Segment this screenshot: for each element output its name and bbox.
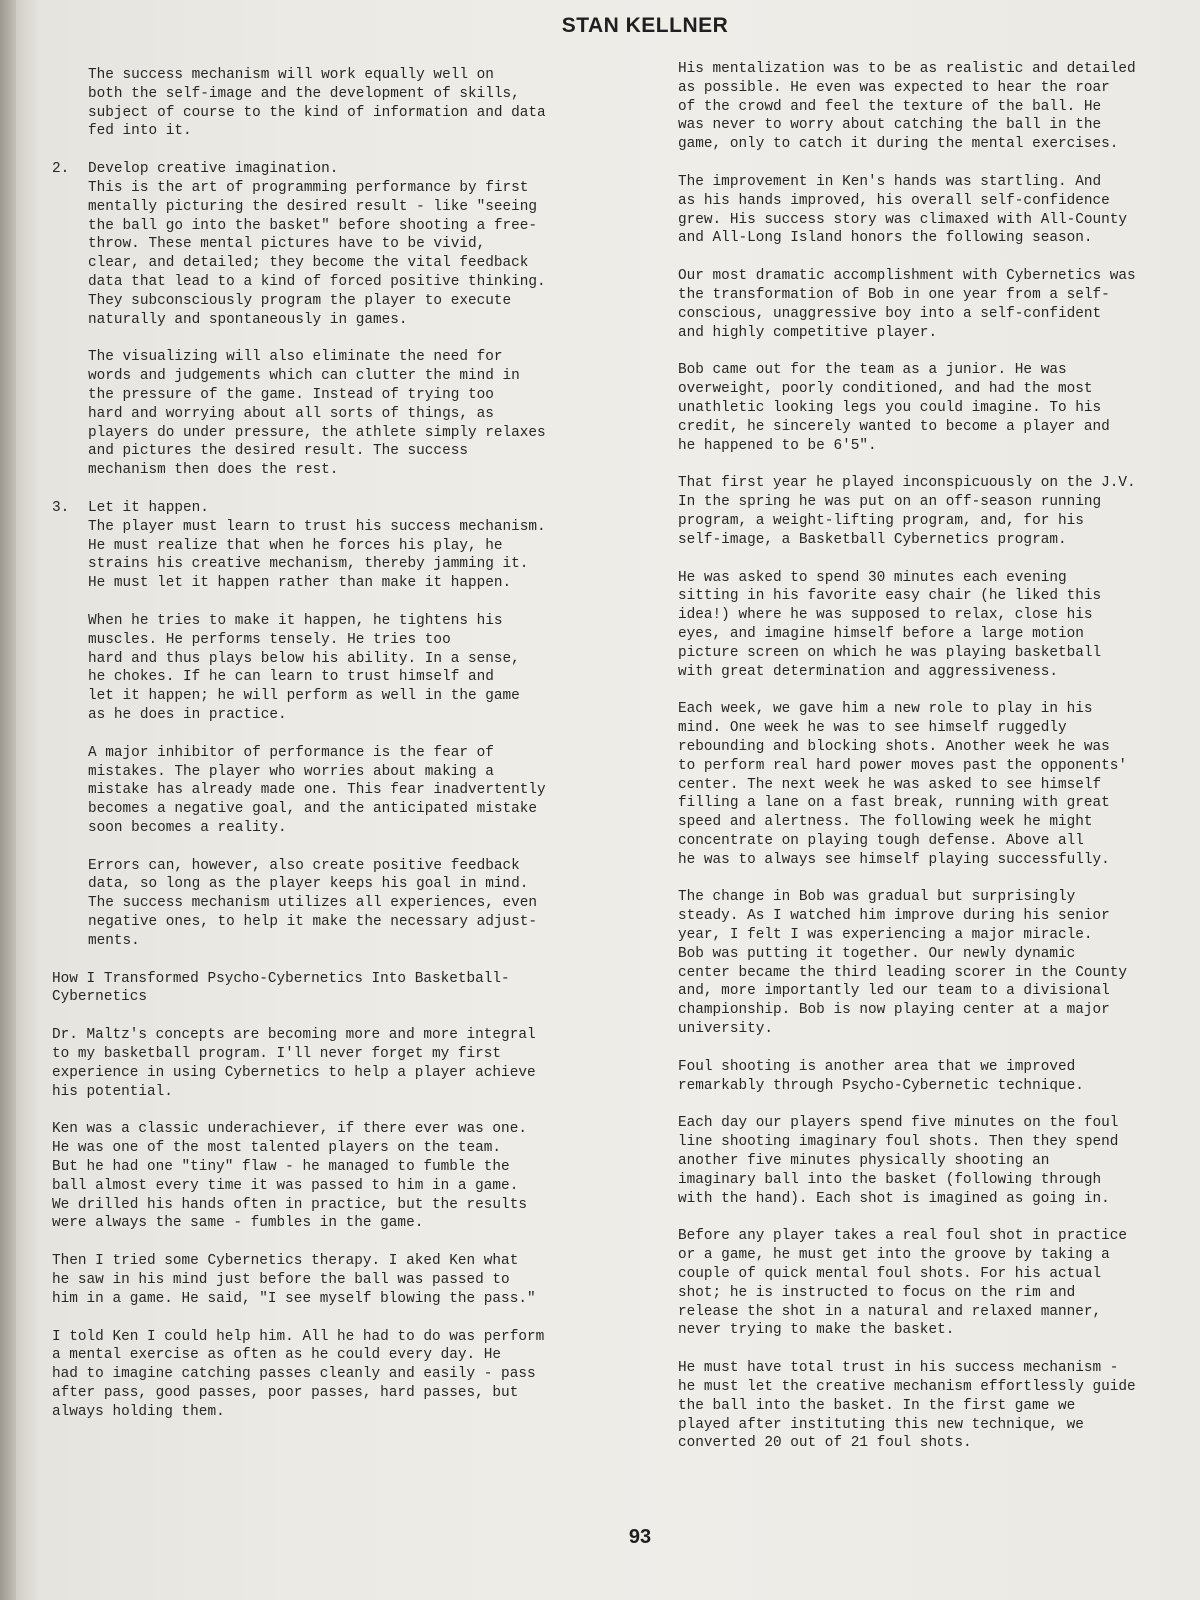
text-line: But he had one "tiny" flaw - he managed to fumble the [52, 1159, 510, 1176]
paragraph [678, 1359, 1193, 1453]
text-line: were always the same - fumbles in the game. [52, 1215, 424, 1232]
text-line: both the self-image and the development of skills, [88, 85, 520, 102]
text-line: the ball go into the basket" before shooting a free- [88, 217, 538, 234]
text-line: steady. As I watched him improve during his senior [678, 908, 1110, 925]
text-line: center became the third leading scorer in the County [678, 964, 1128, 981]
text-line: He must let it happen rather than make it happen. [88, 575, 512, 592]
text-line: subject of course to the kind of information and data [88, 104, 546, 121]
list-item-3 [52, 499, 642, 951]
left-column [52, 66, 642, 1441]
text-line: hard and thus plays below his ability. In a sense, [88, 650, 520, 667]
paragraph [678, 700, 1193, 869]
text-line: strains his creative mechanism, thereby jamming it. [88, 556, 529, 573]
text-line: Foul shooting is another area that we improved [678, 1058, 1076, 1075]
paragraph [52, 1328, 642, 1422]
text-line: mechanism then does the rest. [88, 462, 339, 479]
text-line: year, I felt I was experiencing a major miracle. [678, 927, 1093, 944]
text-line: experience in using Cybernetics to help a player achieve [52, 1064, 536, 1081]
text-line: the transformation of Bob in one year from a self- [678, 286, 1110, 303]
text-line: Each day our players spend five minutes on the foul [678, 1115, 1119, 1132]
text-line: shot; he is instructed to focus on the rim and [678, 1284, 1076, 1301]
text-line: he must let the creative mechanism effortlessly guide [678, 1379, 1136, 1396]
binding-gutter [0, 0, 16, 1600]
text-line: eyes, and imagine himself before a large motion [678, 625, 1084, 642]
text-line: data, so long as the player keeps his goal in mind. [88, 876, 529, 893]
text-line: data that lead to a kind of forced positive thinking. [88, 273, 546, 290]
paragraph [678, 173, 1193, 248]
text-line: he saw in his mind just before the ball was passed to [52, 1272, 510, 1289]
text-line: never trying to make the basket. [678, 1322, 955, 1339]
text-line: had to imagine catching passes cleanly and easily - pass [52, 1366, 536, 1383]
text-line: as his hands improved, his overall self-confidence [678, 192, 1110, 209]
text-line: Let it happen. [88, 499, 209, 516]
text-line: he was to always see himself playing successfully. [678, 851, 1110, 868]
text-line: speed and alertness. The following week he might [678, 814, 1093, 831]
text-line: The improvement in Ken's hands was startling. And [678, 173, 1102, 190]
text-line: to my basketball program. I'll never forget my first [52, 1046, 502, 1063]
text-line: grew. His success story was climaxed with All-County [678, 211, 1128, 228]
text-line: the ball into the basket. In the first game we [678, 1397, 1076, 1414]
paragraph [678, 1227, 1193, 1340]
text-line: release the shot in a natural and relaxed manner, [678, 1303, 1102, 1320]
text-line: Our most dramatic accomplishment with Cybernetics was [678, 268, 1136, 285]
text-line: overweight, poorly conditioned, and had the most [678, 381, 1093, 398]
text-line: always holding them. [52, 1403, 225, 1420]
text-line: he chokes. If he can learn to trust himself and [88, 669, 494, 686]
text-line: or a game, he must get into the groove by taking a [678, 1247, 1110, 1264]
text-line: Then I tried some Cybernetics therapy. I aked Ken what [52, 1253, 519, 1270]
text-line: played after instituting this new technique, we [678, 1416, 1084, 1433]
text-line: mind. One week he was to see himself ruggedly [678, 720, 1067, 737]
text-line: The player must learn to trust his success mechanism. [88, 518, 546, 535]
text-line: and All-Long Island honors the following season. [678, 230, 1093, 247]
text-line: They subconsciously program the player to execute [88, 292, 512, 309]
text-line: Dr. Maltz's concepts are becoming more and more integral [52, 1027, 536, 1044]
text-line: conscious, unaggressive boy into a self-confident [678, 305, 1102, 322]
text-line: The success mechanism will work equally well on [88, 67, 494, 83]
list-item-text [88, 499, 642, 593]
text-line: mistake has already made one. This fear inadvertently [88, 782, 546, 799]
text-line: program, a weight-lifting program, and, for his [678, 512, 1084, 529]
text-line: his potential. [52, 1083, 173, 1100]
page-number: 93 [628, 1526, 652, 1548]
text-line: ball almost every time it was passed to him in a game. [52, 1177, 519, 1194]
text-line: after pass, good passes, poor passes, hard passes, but [52, 1385, 519, 1402]
text-line: I told Ken I could help him. All he had to do was perform [52, 1328, 545, 1345]
text-line: Each week, we gave him a new role to play in his [678, 701, 1093, 718]
text-line: to perform real hard power moves past the opponents' [678, 757, 1128, 774]
text-line: muscles. He performs tensely. He tries too [88, 631, 451, 648]
text-line: This is the art of programming performance by first [88, 179, 529, 196]
text-line: with the hand). Each shot is imagined as going in. [678, 1190, 1110, 1207]
text-line: Cybernetics [52, 989, 147, 1006]
text-line: How I Transformed Psycho-Cybernetics Into Basketball- [52, 970, 510, 987]
text-line: let it happen; he will perform as well in the game [88, 688, 520, 705]
text-line: becomes a negative goal, and the anticipated mistake [88, 801, 538, 818]
text-line: rebounding and blocking shots. Another week he was [678, 738, 1110, 755]
text-line: converted 20 out of 21 foul shots. [678, 1435, 972, 1452]
text-line: he happened to be 6'5". [678, 437, 877, 454]
paragraph [88, 66, 642, 141]
text-line: A major inhibitor of performance is the fear of [88, 744, 494, 761]
text-line: Ken was a classic underachiever, if there ever was one. [52, 1121, 527, 1138]
text-line: The visualizing will also eliminate the need for [88, 349, 503, 366]
text-line: credit, he sincerely wanted to become a player and [678, 418, 1110, 435]
list-number: 2. [52, 161, 70, 178]
text-line: as he does in practice. [88, 706, 287, 723]
list-item-text [88, 160, 642, 329]
section-heading [52, 970, 642, 1008]
text-line: mistakes. The player who worries about making a [88, 763, 494, 780]
paragraph [678, 569, 1193, 682]
text-line: naturally and spontaneously in games. [88, 311, 408, 328]
text-line: line shooting imaginary foul shots. Then they spend [678, 1134, 1119, 1151]
text-line: concentrate on playing tough defense. Above all [678, 832, 1084, 849]
paragraph [678, 1058, 1193, 1096]
text-line: That first year he played inconspicuously on the J.V. [678, 475, 1136, 492]
text-line: Bob was putting it together. Our newly dynamic [678, 945, 1076, 962]
text-line: picture screen on which he was playing basketball [678, 644, 1102, 661]
text-line: couple of quick mental foul shots. For his actual [678, 1266, 1102, 1283]
text-line: fed into it. [88, 123, 192, 140]
text-line: ments. [88, 932, 140, 949]
text-line: another five minutes physically shooting an [678, 1153, 1050, 1170]
text-line: and, more importantly led our team to a divisional [678, 983, 1110, 1000]
paragraph [88, 744, 642, 838]
text-line: We drilled his hands often in practice, but the results [52, 1196, 527, 1213]
text-line: center. The next week he was asked to see himself [678, 776, 1102, 793]
text-line: throw. These mental pictures have to be vivid, [88, 236, 486, 253]
paragraph [88, 857, 642, 951]
paragraph [52, 1026, 642, 1101]
paragraph [52, 1252, 642, 1308]
text-line: imaginary ball into the basket (following through [678, 1171, 1102, 1188]
text-line: him in a game. He said, "I see myself blowing the pass." [52, 1290, 536, 1307]
text-line: and highly competitive player. [678, 324, 938, 341]
paragraph [52, 1120, 642, 1233]
text-line: the pressure of the game. Instead of trying too [88, 386, 494, 403]
text-line: championship. Bob is now playing center at a major [678, 1002, 1110, 1019]
paragraph [678, 1114, 1193, 1208]
text-line: and pictures the desired result. The success [88, 443, 468, 460]
paragraph [678, 361, 1193, 455]
paragraph [678, 267, 1193, 342]
text-line: idea!) where he was supposed to relax, close his [678, 607, 1093, 624]
text-line: self-image, a Basketball Cybernetics program. [678, 531, 1067, 548]
text-line: of the crowd and feel the texture of the ball. He [678, 98, 1102, 115]
text-line: In the spring he was put on an off-season running [678, 494, 1102, 511]
text-line: was never to worry about catching the ball in the [678, 117, 1102, 134]
list-item-2 [52, 160, 642, 480]
text-line: hard and worrying about all sorts of things, as [88, 405, 494, 422]
text-line: with great determination and aggressiveness. [678, 663, 1058, 680]
text-line: Before any player takes a real foul shot in practice [678, 1228, 1128, 1245]
paragraph [678, 888, 1193, 1038]
text-line: university. [678, 1021, 773, 1038]
text-line: Errors can, however, also create positive feedback [88, 857, 520, 874]
text-line: Develop creative imagination. [88, 161, 339, 178]
paragraph [88, 348, 642, 480]
text-line: unathletic looking legs you could imagine. To his [678, 399, 1102, 416]
text-line: filling a lane on a fast break, running with great [678, 795, 1110, 812]
text-line: Bob came out for the team as a junior. He was [678, 362, 1067, 379]
text-line: He must realize that when he forces his play, he [88, 537, 503, 554]
text-line: game, only to catch it during the mental exercises. [678, 136, 1119, 153]
text-line: The change in Bob was gradual but surprisingly [678, 889, 1076, 906]
paragraph [678, 60, 1193, 154]
text-line: He was one of the most talented players on the team. [52, 1140, 502, 1157]
text-line: players do under pressure, the athlete simply relaxes [88, 424, 546, 441]
right-column [678, 60, 1193, 1472]
text-line: When he tries to make it happen, he tightens his [88, 612, 503, 629]
page-header: STAN KELLNER [561, 14, 729, 37]
text-line: remarkably through Psycho-Cybernetic technique. [678, 1077, 1084, 1094]
text-line: clear, and detailed; they become the vital feedback [88, 255, 529, 272]
text-line: words and judgements which can clutter the mind in [88, 368, 520, 385]
text-line: negative ones, to help it make the necessary adjust- [88, 914, 538, 931]
text-line: soon becomes a reality. [88, 819, 287, 836]
text-line: The success mechanism utilizes all experiences, even [88, 895, 538, 912]
text-line: as possible. He even was expected to hear the roar [678, 79, 1110, 96]
text-line: sitting in his favorite easy chair (he liked this [678, 588, 1102, 605]
text-line: a mental exercise as often as he could every day. He [52, 1347, 502, 1364]
paragraph [678, 474, 1193, 549]
paragraph [88, 612, 642, 725]
text-line: His mentalization was to be as realistic and detailed [678, 61, 1136, 77]
text-line: He must have total trust in his success mechanism - [678, 1360, 1119, 1377]
list-number: 3. [52, 499, 70, 516]
text-line: mentally picturing the desired result - like "seeing [88, 198, 538, 215]
text-line: He was asked to spend 30 minutes each evening [678, 569, 1067, 586]
